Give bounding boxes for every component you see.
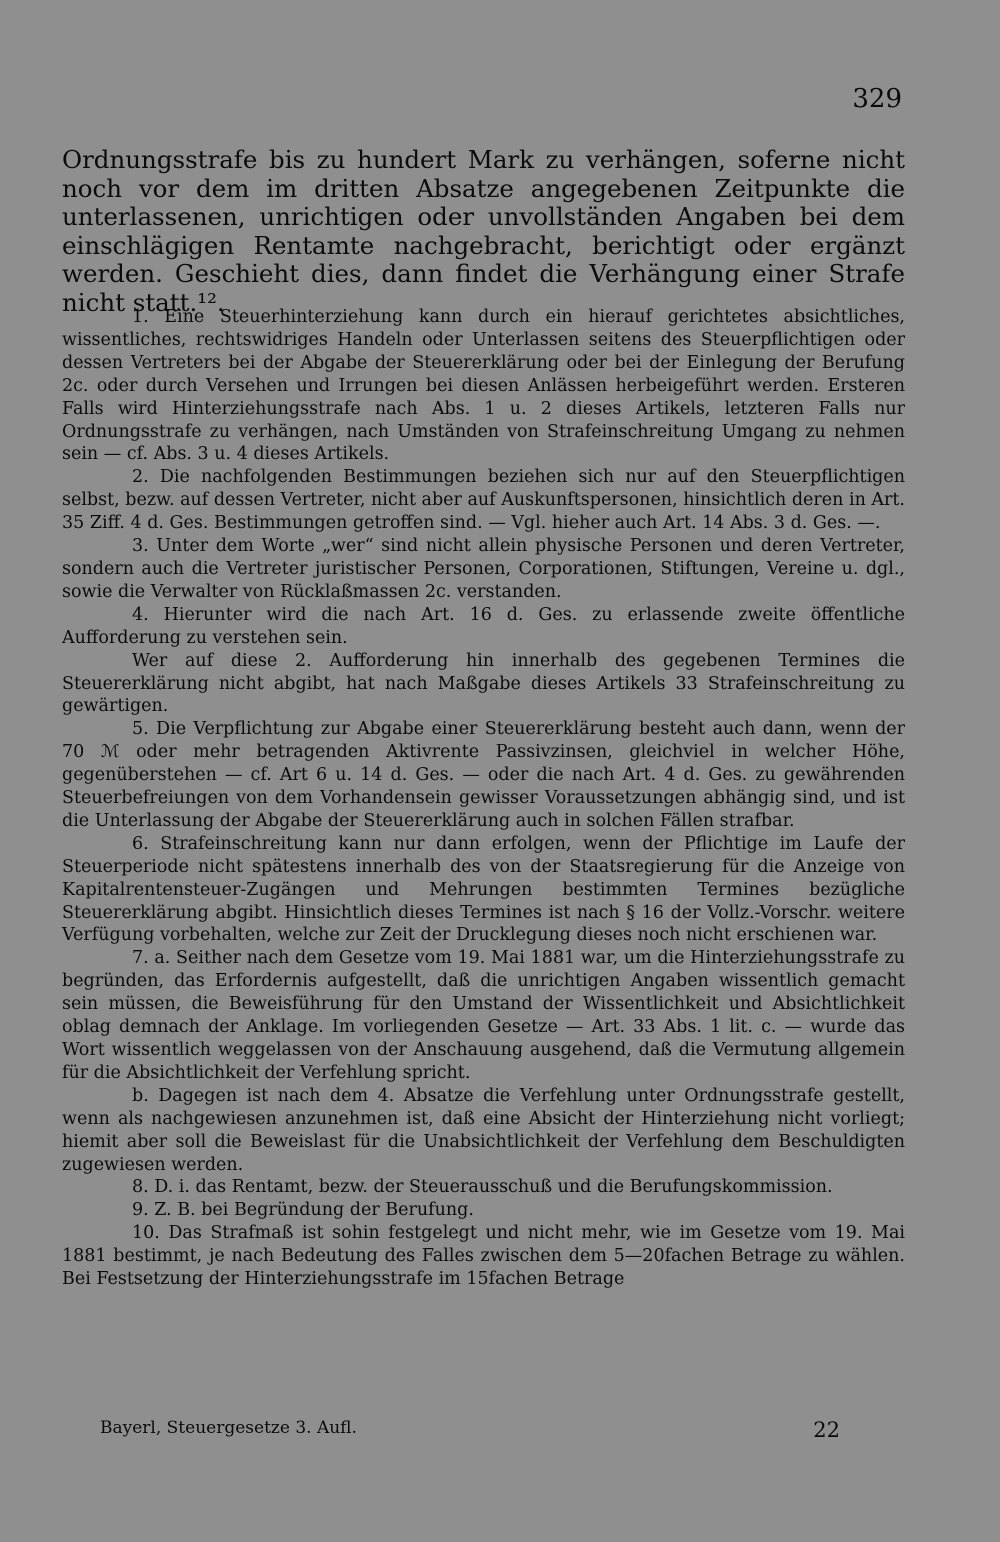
note-4: 4. Hierunter wird die nach Art. 16 d. Ges. zu erlassende zweite öffentliche Aufforderung zu verstehen sein. (62, 604, 905, 648)
note-6: 6. Strafeinschreitung kann nur dann erfolgen, wenn der Pflichtige im Laufe der Steuerperiode nicht spätestens innerhalb des von der Staatsregierung für die Anzeige von Kapitalrentensteuer-Zugängen und Mehrungen bestimmten Termines bezügliche Steuererklärung abgibt. Hinsichtlich dieses Termines ist nach § 16 der Vollz.-Vorschr. weitere Verfügung vorbehalten, welche zur Zeit der Drucklegung dieses noch nicht erschienen war. (62, 833, 905, 946)
printer-signature: Bayerl, Steuergesetze 3. Aufl. (100, 1418, 357, 1438)
note-7a: 7. a. Seither nach dem Gesetze vom 19. Mai 1881 war, um die Hinterziehungsstrafe zu begründen, das Erfordernis aufgestellt, daß die unrichtigen Angaben wissentlich gemacht sein müssen, die Beweisführung für den Umstand der Wissentlichkeit und Absichtlichkeit oblag demnach der Anklage. Im vorliegenden Gesetze — Art. 33 Abs. 1 lit. c. — wurde das Wort wissentlich weggelassen von der Anschauung ausgehend, daß die Vermutung allgemein für die Absichtlichkeit der Verfehlung spricht. (62, 948, 905, 1083)
note-1: 1. Eine Steuerhinterziehung kann durch ein hierauf gerichtetes absichtliches, wissentliches, rechtswidriges Handeln oder Unterlassen seitens des Steuerpflichtigen oder dessen Vertreters bei der Abgabe der Steuererklärung oder bei der Einlegung der Berufung 2c. oder durch Versehen und Irrungen bei diesen Anlässen herbeigeführt werden. Ersteren Falls wird Hinterziehungsstrafe nach Abs. 1 u. 2 dieses Artikels, letzteren Falls nur Ordnungsstrafe zu verhängen, nach Umständen von Strafeinschreitung Umgang zu nehmen sein — cf. Abs. 3 u. 4 dieses Artikels. (62, 307, 905, 465)
note-4-continued: Wer auf diese 2. Aufforderung hin innerhalb des gegebenen Termines die Steuererklärung nicht abgibt, hat nach Maßgabe dieses Artikels 33 Strafeinschreitung zu gewärtigen. (62, 650, 905, 717)
note-7b: b. Dagegen ist nach dem 4. Absatze die Verfehlung unter Ordnungsstrafe gestellt, wenn als nachgewiesen anzunehmen ist, daß eine Absicht der Hinterziehung nicht vorliegt; hiemit aber soll die Beweislast für die Unabsichtlichkeit der Verfehlung dem Beschuldigten zugewiesen werden. (62, 1085, 905, 1175)
note-8: 8. D. i. das Rentamt, bezw. der Steuerausschuß und die Berufungskommission. (132, 1177, 833, 1198)
main-paragraph: Ordnungsstrafe bis zu hundert Mark zu verhängen, soferne nicht noch vor dem im dritten Absatze angegebenen Zeitpunkte die unterlassenen, unrichtigen oder unvollständen Angaben bei dem einschlägigen Rentamte nachgebracht, berichtigt oder ergänzt werden. Geschieht dies, dann findet die Verhängung einer Strafe nicht statt.¹². (62, 145, 905, 317)
note-10: 10. Das Strafmaß ist sohin festgelegt und nicht mehr, wie im Gesetze vom 19. Mai 1881 bestimmt, je nach Bedeutung des Falles zwischen dem 5—20fachen Betrage zu wählen. Bei Festsetzung der Hinterziehungsstrafe im 15fachen Betrage (62, 1223, 905, 1290)
note-9: 9. Z. B. bei Begründung der Berufung. (132, 1200, 474, 1221)
sheet-number: 22 (813, 1418, 840, 1442)
note-3: 3. Unter dem Worte „wer“ sind nicht allein physische Personen und deren Vertreter, sondern auch die Vertreter juristischer Personen, Corporationen, Stiftungen, Vereine u. dgl., sowie die Verwalter von Rücklaßmassen 2c. verstanden. (62, 536, 905, 602)
page-number: 329 (852, 84, 902, 114)
footnotes (62, 306, 905, 1291)
note-2: 2. Die nachfolgenden Bestimmungen beziehen sich nur auf den Steuerpflichtigen selbst, bezw. auf dessen Vertreter, nicht aber auf Auskunftspersonen, hinsichtlich deren in Art. 35 Ziff. 4 d. Ges. Bestimmungen getroffen sind. — Vgl. hieher auch Art. 14 Abs. 3 d. Ges. —. (62, 467, 905, 534)
note-5: 5. Die Verpflichtung zur Abgabe einer Steuererklärung besteht auch dann, wenn der 70 ℳ oder mehr betragenden Aktivrente Passivzinsen, gleichviel in welcher Höhe, gegenüberstehen — cf. Art 6 u. 14 d. Ges. — oder die nach Art. 4 d. Ges. zu gewährenden Steuerbefreiungen von dem Vorhandensein gewisser Voraussetzungen abhängig sind, und ist die Unterlassung der Abgabe der Steuererklärung auch in solchen Fällen strafbar. (62, 719, 905, 831)
